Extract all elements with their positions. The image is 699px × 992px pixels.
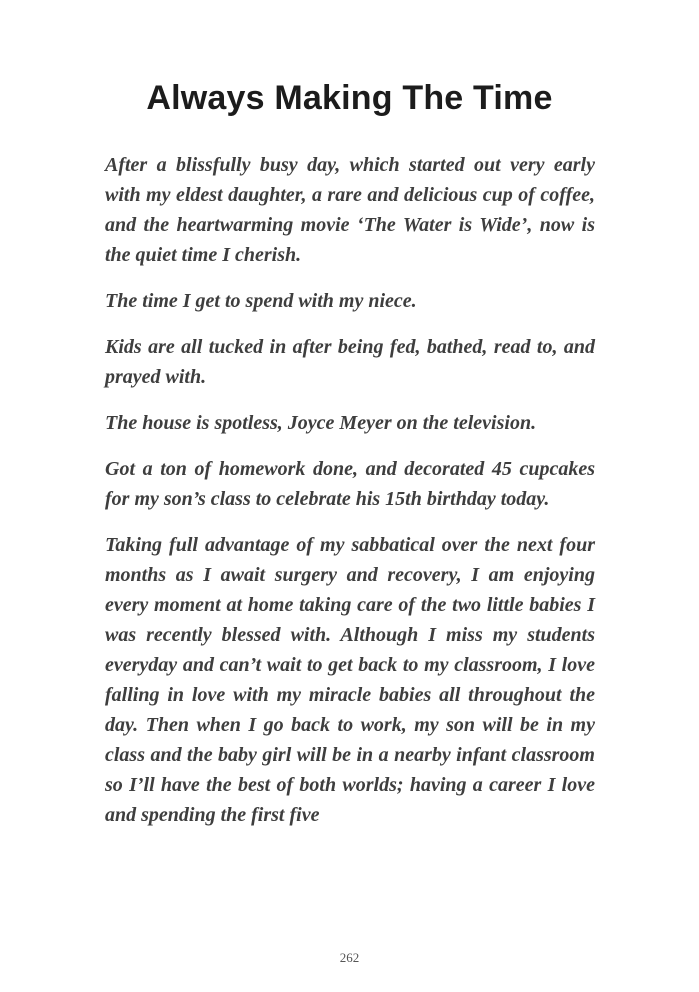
page-number: 262 [339,950,360,965]
paragraph: Taking full advantage of my sabbatical over the next four months as I await surgery and recovery, I am enjoying every moment at home taking care of the two little babies I was recently blessed with. Although I miss my students everyday and can’t wait to get back to my classroom, I love falling in love with my miracle babies all throughout the day. Then when I go back to work, my son will be in my class and the baby girl will be in a nearby infant classroom so I’ll have the best of both worlds; having a career I love and spending the first five [105,534,595,826]
paragraph: Kids are all tucked in after being fed, bathed, read to, and prayed with. [105,336,595,388]
paragraph: After a blissfully busy day, which started out very early with my eldest daughter, a rare and delicious cup of coffee, and the heartwarming movie ‘The Water is Wide’, now is the quiet time I cherish. [105,154,595,266]
paragraph: Got a ton of homework done, and decorated 45 cupcakes for my son’s class to celebrate his 15th birthday today. [105,458,595,510]
paragraph: The time I get to spend with my niece. [105,290,417,312]
paragraph: The house is spotless, Joyce Meyer on the television. [105,412,537,434]
page-title: Always Making The Time [146,79,553,117]
page-body [105,150,595,830]
